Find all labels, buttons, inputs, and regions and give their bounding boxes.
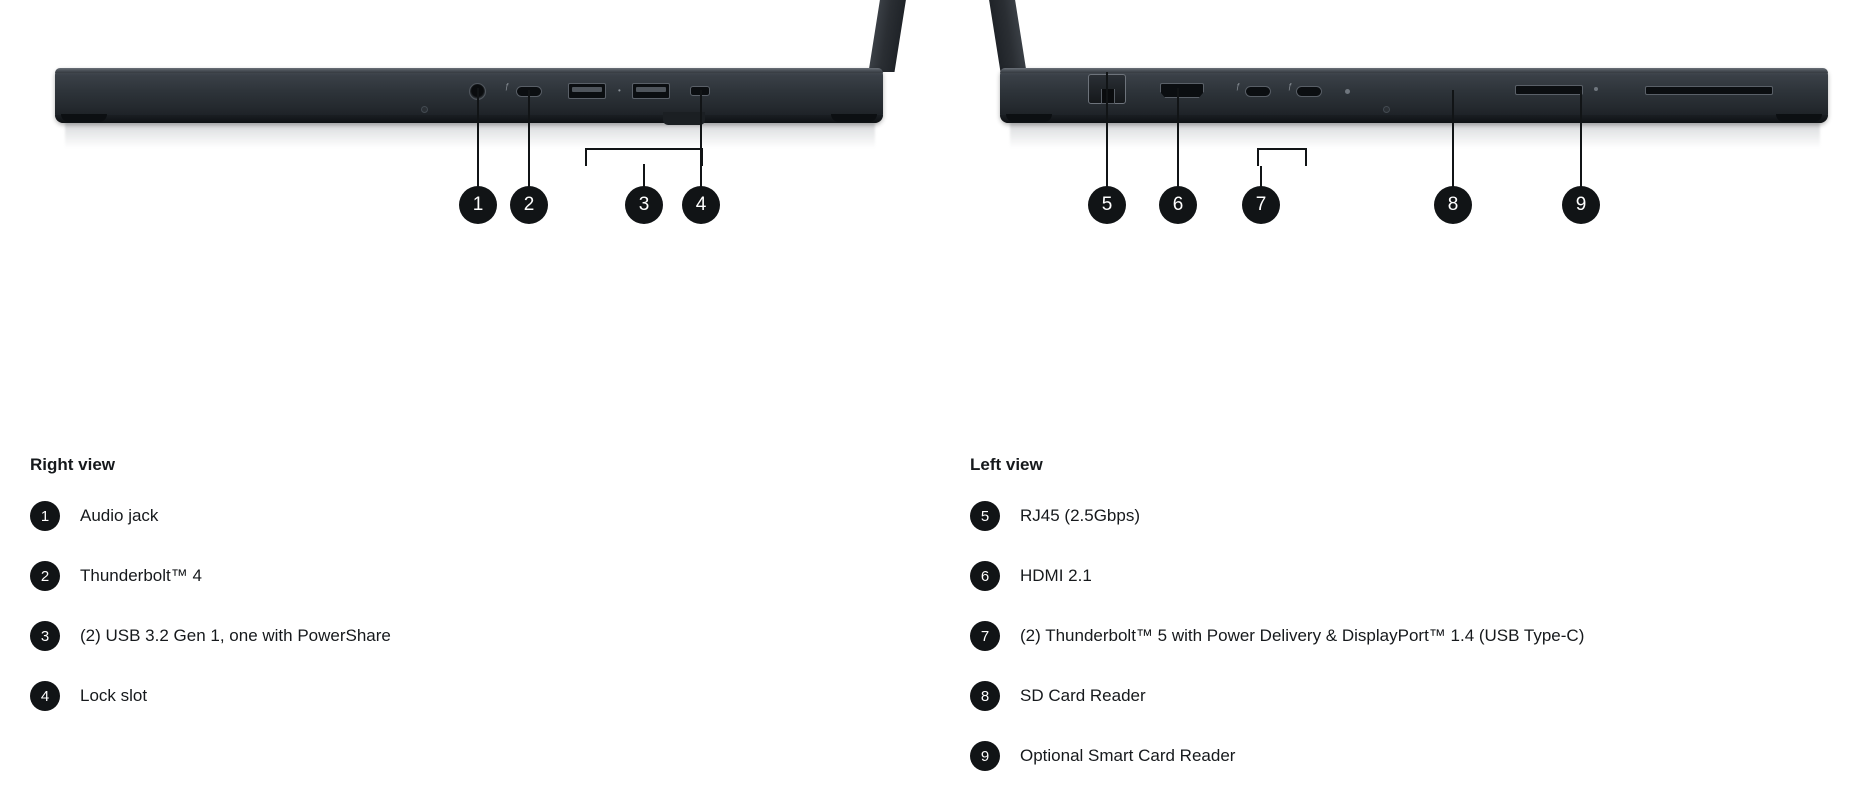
leader-line-9: [1580, 90, 1582, 192]
legend-label-5: RJ45 (2.5Gbps): [1020, 506, 1140, 525]
callout-badge-6: 6: [1159, 186, 1197, 224]
leader-line-5: [1106, 72, 1108, 192]
legend-label-6: HDMI 2.1: [1020, 566, 1092, 585]
legend-right-view: [30, 455, 890, 741]
hdmi-port: [1160, 83, 1204, 98]
leader-line-4: [700, 90, 702, 193]
rubber-foot-left: [61, 114, 107, 122]
legend-badge-5: 5: [970, 501, 1000, 531]
chassis-left-side: [1000, 68, 1828, 123]
card-reader-led: [1594, 87, 1598, 91]
thunderbolt-symbol: ƒ: [505, 82, 510, 91]
display-lid-edge: [988, 0, 1027, 72]
callout-badge-7: 7: [1242, 186, 1280, 224]
legend-left-view: [970, 455, 1840, 801]
status-led-indicator: [1345, 89, 1350, 94]
legend-badge-7: 7: [970, 621, 1000, 651]
legend-label-1: Audio jack: [80, 506, 159, 525]
leader-bracket-7: [1257, 148, 1307, 166]
sd-card-reader-slot: [1515, 85, 1583, 95]
legend-badge-3: 3: [30, 621, 60, 651]
smart-card-reader-slot: [1645, 86, 1773, 95]
legend-badge-4: 4: [30, 681, 60, 711]
hinge-nub: [663, 112, 705, 125]
list-item: [970, 681, 1840, 711]
rubber-foot-right: [1776, 114, 1822, 122]
screw-dot: [421, 106, 428, 113]
deck-edge: [55, 68, 883, 73]
leader-line-2: [528, 90, 530, 193]
legend-label-3: (2) USB 3.2 Gen 1, one with PowerShare: [80, 626, 391, 645]
rubber-foot-left: [1006, 114, 1052, 122]
list-item: [30, 561, 890, 591]
screw-dot: [1383, 106, 1390, 113]
callout-badge-1: 1: [459, 186, 497, 224]
port-illustration: [0, 0, 1861, 290]
usb-a-port-1: [568, 83, 606, 99]
display-lid-edge: [869, 0, 908, 72]
leader-line-8: [1452, 90, 1454, 192]
legend-label-9: Optional Smart Card Reader: [1020, 746, 1236, 765]
legend-badge-8: 8: [970, 681, 1000, 711]
legend-title-left: Left view: [970, 455, 1043, 474]
legend-title-right: Right view: [30, 455, 116, 474]
list-item: [30, 681, 890, 711]
legend-label-7: (2) Thunderbolt™ 5 with Power Delivery & DisplayPort™ 1.4 (USB Type-C): [1020, 626, 1585, 645]
base-foot: [1000, 115, 1828, 123]
callout-badge-3: 3: [625, 186, 663, 224]
legend-badge-6: 6: [970, 561, 1000, 591]
surface-reflection: [65, 122, 875, 148]
surface-reflection: [1010, 122, 1820, 148]
thunderbolt-symbol: ƒ: [1288, 82, 1293, 91]
leader-line-6: [1177, 88, 1179, 192]
legend-label-4: Lock slot: [80, 686, 148, 705]
thunderbolt-symbol: ƒ: [1236, 82, 1241, 91]
legend-badge-1: 1: [30, 501, 60, 531]
list-item: [970, 741, 1840, 771]
deck-edge: [1000, 68, 1828, 73]
callout-badge-5: 5: [1088, 186, 1126, 224]
usb-powershare-symbol: •: [618, 86, 622, 95]
callout-badge-8: 8: [1434, 186, 1472, 224]
usb-a-port-2: [632, 83, 670, 99]
list-item: [970, 501, 1840, 531]
legend-badge-2: 2: [30, 561, 60, 591]
callout-badge-2: 2: [510, 186, 548, 224]
list-item: [30, 621, 890, 651]
callout-badge-4: 4: [682, 186, 720, 224]
legend-badge-9: 9: [970, 741, 1000, 771]
list-item: [30, 501, 890, 531]
rubber-foot-right: [831, 114, 877, 122]
base-foot: [55, 115, 883, 123]
legend-label-8: SD Card Reader: [1020, 686, 1146, 705]
thunderbolt-5-port-2: [1296, 86, 1322, 97]
callout-badge-9: 9: [1562, 186, 1600, 224]
list-item: [970, 561, 1840, 591]
chassis-right-side: [55, 68, 883, 123]
legend-label-2: Thunderbolt™ 4: [80, 566, 202, 585]
list-item: [970, 621, 1840, 651]
thunderbolt-5-port-1: [1245, 86, 1271, 97]
leader-line-1: [477, 88, 479, 193]
